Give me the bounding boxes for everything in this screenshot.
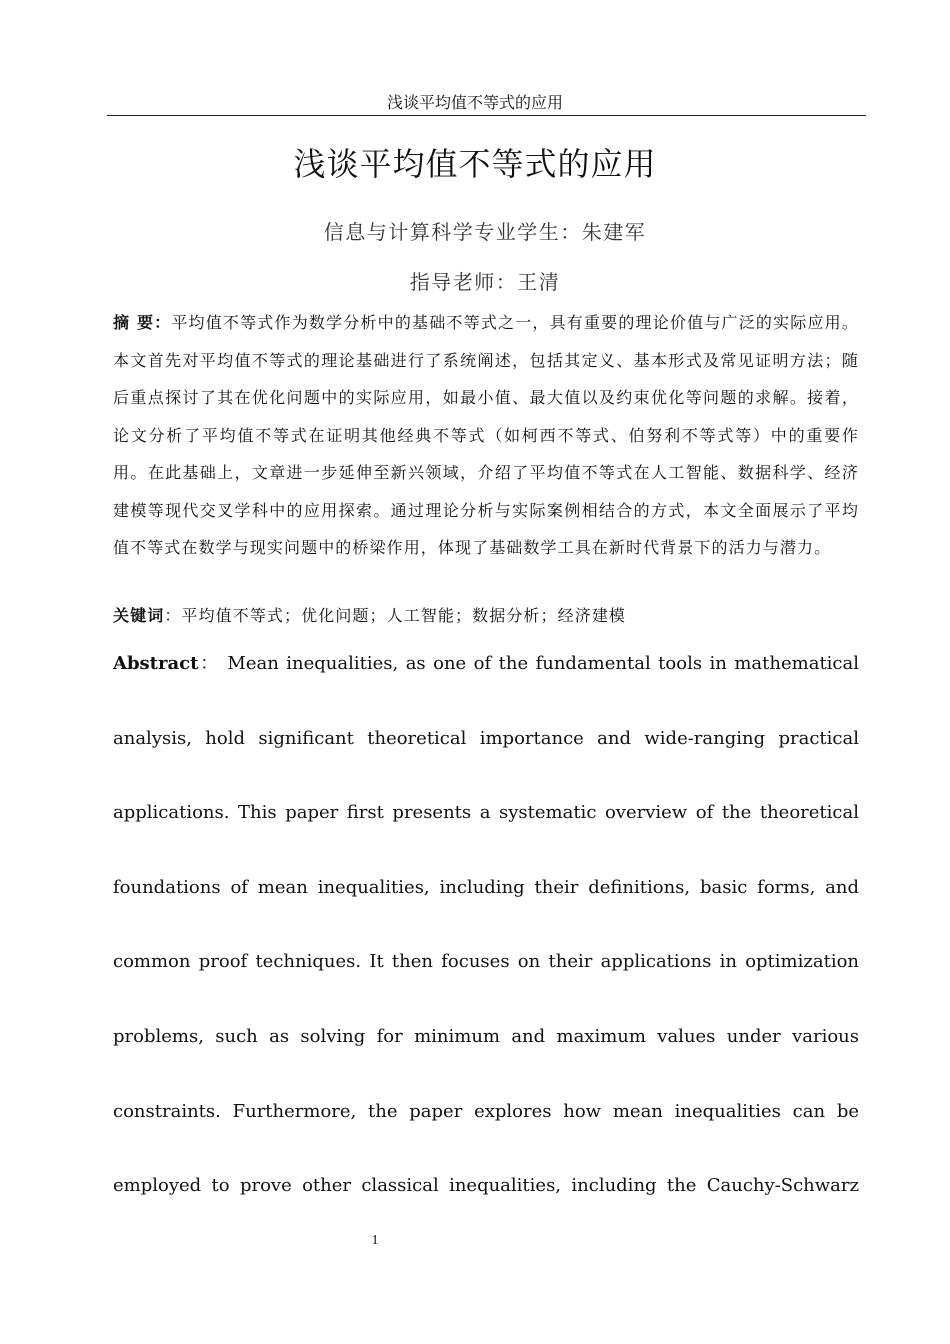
english-abstract-separator: ： <box>198 653 220 674</box>
chinese-abstract <box>113 304 859 567</box>
paper-title: 浅谈平均值不等式的应用 <box>293 145 657 183</box>
advisor-line: 指导老师：王清 <box>409 270 561 294</box>
page-number: 1 <box>371 1233 379 1248</box>
keywords-separator: ： <box>164 606 182 625</box>
english-abstract-text: Mean inequalities, as one of the fundamental tools in mathematical analysis, hold significant theoretical importance and wide-ranging practical applications. This paper first presents a systematic overview of the theoretical foundations of mean inequalities, including their definitions, basic forms, and common proof techniques. It then focuses on their applications in optimization problems, such as solving for minimum and maximum values under various constraints. Furthermore, the paper explores how mean inequalities can be employed to prove other classical inequalities, including the Cauchy-Schwarz <box>113 653 860 1197</box>
header-rule <box>107 115 866 116</box>
english-abstract <box>113 627 859 1224</box>
english-abstract-label: Abstract <box>113 653 199 674</box>
running-header: 浅谈平均值不等式的应用 <box>386 93 563 112</box>
author-line: 信息与计算科学专业学生：朱建军 <box>323 220 647 244</box>
chinese-abstract-label: 摘 要： <box>113 313 172 332</box>
chinese-abstract-text: 平均值不等式作为数学分析中的基础不等式之一，具有重要的理论价值与广泛的实际应用。本文首先对平均值不等式的理论基础进行了系统阐述，包括其定义、基本形式及常见证明方法；随后重点探讨了其在优化问题中的实际应用，如最小值、最大值以及约束优化等问题的求解。接着，论文分析了平均值不等式在证明其他经典不等式（如柯西不等式、伯努利不等式等）中的重要作用。在此基础上，文章进一步延伸至新兴领域，介绍了平均值不等式在人工智能、数据科学、经济建模等现代交叉学科中的应用探索。通过理论分析与实际案例相结合的方式，本文全面展示了平均值不等式在数学与现实问题中的桥梁作用，体现了基础数学工具在新时代背景下的活力与潜力。 <box>113 313 859 557</box>
keywords-text: 平均值不等式；优化问题；人工智能；数据分析；经济建模 <box>181 606 627 625</box>
keywords-label: 关键词 <box>113 606 165 625</box>
keywords <box>113 602 859 630</box>
